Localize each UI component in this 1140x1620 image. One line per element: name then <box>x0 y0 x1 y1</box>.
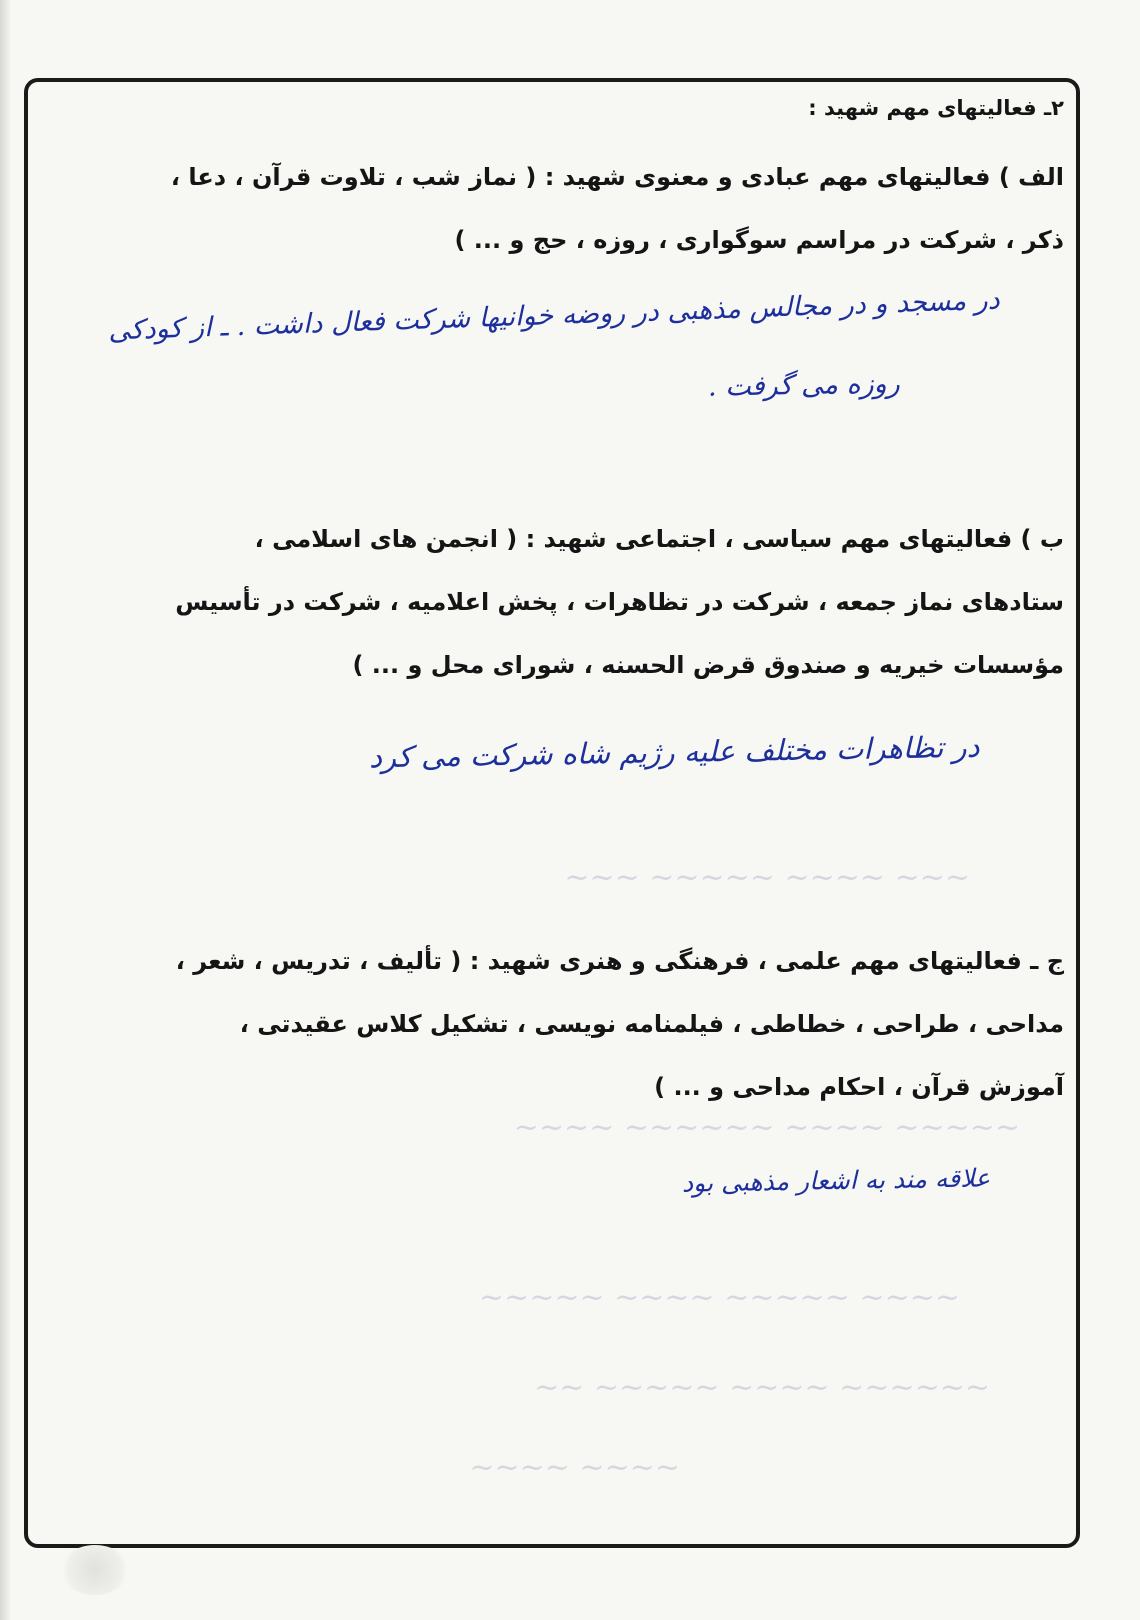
section-c-printed <box>176 930 1064 1119</box>
section-c-handwriting: علاقه مند به اشعار مذهبی بود <box>681 1163 991 1198</box>
bleed-through-text: ~~~ ~~~~ ~~~~~ ~~~ <box>564 860 970 895</box>
paper-stain <box>60 1545 130 1595</box>
section-heading: ۲ـ فعالیتهای مهم شهید : <box>808 96 1064 120</box>
section-a-handwriting: در مسجد و در مجالس مذهبی در روضه خوانیها شرکت فعال داشت . ـ از کودکی <box>107 284 1001 347</box>
page-edge <box>0 0 10 1620</box>
section-a-line: الف ) فعالیتهای مهم عبادی و معنوی شهید : ( نماز شب ، تلاوت قرآن ، دعا ، <box>170 163 1064 191</box>
section-a-handwriting: روزه می گرفت . <box>708 368 901 403</box>
bleed-through-text: ~~~~~~ ~~~~ ~~~~~ ~~ <box>534 1370 990 1405</box>
section-b-line: ب ) فعالیتهای مهم سیاسی ، اجتماعی شهید : ( انجمن های اسلامی ، <box>254 525 1064 553</box>
section-b-printed <box>175 508 1064 697</box>
bleed-through-text: ~~~~ ~~~~~ ~~~~ ~~~~~ <box>478 1280 960 1315</box>
bleed-through-text: ~~~~ ~~~~ <box>469 1450 680 1485</box>
section-c-line: مداحی ، طراحی ، خطاطی ، فیلمنامه نویسی ، تشکیل کلاس عقیدتی ، <box>239 1010 1064 1038</box>
section-b-handwriting: در تظاهرات مختلف علیه رژیم شاه شرکت می کرد <box>369 729 981 775</box>
section-a-printed <box>171 146 1064 272</box>
section-b-line: ستادهای نماز جمعه ، شرکت در تظاهرات ، پخش اعلامیه ، شرکت در تأسیس <box>175 588 1064 616</box>
section-c-line: آموزش قرآن ، احکام مداحی و ... ) <box>654 1073 1064 1101</box>
section-c-line: ج ـ فعالیتهای مهم علمی ، فرهنگی و هنری شهید : ( تألیف ، تدریس ، شعر ، <box>175 947 1064 975</box>
section-b-line: مؤسسات خیریه و صندوق قرض الحسنه ، شورای محل و ... ) <box>352 651 1064 679</box>
bleed-through-text: ~~~~~ ~~~~ ~~~~~~ ~~~~ <box>513 1110 1020 1145</box>
section-a-line: ذکر ، شرکت در مراسم سوگواری ، روزه ، حج و ... ) <box>454 226 1064 254</box>
